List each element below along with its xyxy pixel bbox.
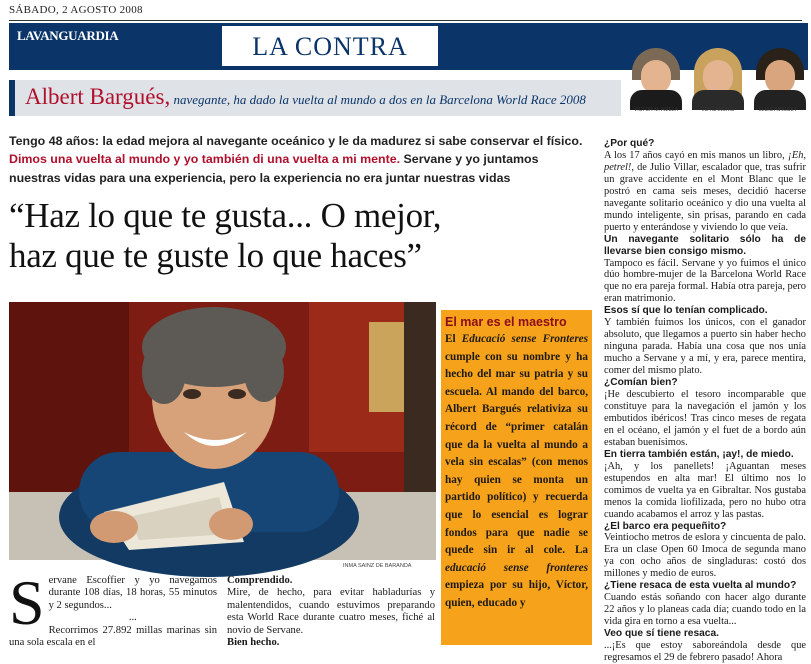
interview-answer: ¡Ah, y los panellets! ¡Aguantan meses estupendos en alta mar! El último nos lo comimos de vuelta ya en Gibraltar. Nos gustaba menos la comida liofilizada, pero no hubo otra cuando acabamos el arroz y las pastas. xyxy=(604,460,806,520)
separator: ... xyxy=(128,612,137,624)
interview-answer: Y también fuimos los únicos, con el ganador absoluto, que llegamos a puerto sin haber hecho ninguna parada. Había una cosa que nos unía mucho a Servane y a mí, y era, parece mentira, comer del mismo plato. xyxy=(604,317,806,377)
headline-line: haz que te guste lo que haces” xyxy=(9,236,422,275)
headline-line: “Haz lo que te gusta... O mejor, xyxy=(9,196,442,235)
interview-question: Esos sí que lo tenían complicado. xyxy=(604,305,768,317)
staff-label: LLUÍS AMIGUET xyxy=(759,107,797,113)
sidebar-emphasis: educació sense fronteres xyxy=(445,561,588,574)
interviewee-name: Albert Bargués, xyxy=(25,84,171,109)
interview-question: ¿El barco era pequeñito? xyxy=(604,520,727,532)
staff-label: VÍCTOR-M. AMELA xyxy=(633,107,679,113)
interview-question: Comprendido. xyxy=(227,575,293,586)
lead-highlight: Dimos una vuelta al mundo y yo también di una vuelta a mi mente. xyxy=(9,152,401,167)
portrait-illustration xyxy=(9,302,436,560)
interview-answer xyxy=(604,150,806,234)
interviewee-description: navegante, ha dado la vuelta al mundo a dos en la Barcelona World Race 2008 xyxy=(170,92,586,107)
lead-text: Servane y yo juntamos nuestras vidas para una experiencia, pero la experiencia no era juntar nuestras vidas xyxy=(9,152,539,185)
article-column-right xyxy=(604,138,806,664)
newspaper-logo: LAVANGUARDIA xyxy=(17,28,119,43)
interview-answer: ¡He descubierto el tesoro incomparable que constituye para la navegación el jamón y los embutidos ibéricos! Tras cinco meses de regata en el océano, el jamón y el fuet de a bordo aún estaban buenísimos. xyxy=(604,389,806,448)
sidebar-text-part: empieza por su hijo, Víctor, quien, educado y xyxy=(445,579,588,609)
drop-cap: S xyxy=(9,567,45,638)
interview-question: Veo que sí tiene resaca. xyxy=(604,628,719,640)
sidebar-text xyxy=(445,331,588,613)
interview-answer: Mire, de hecho, para evitar habladurías y malentendidos, cuando estuvimos preparando esta World Race durante cuatro meses, fiché al novio de Servane. xyxy=(227,587,435,636)
sidebar-emphasis: Educació sense Fronteres xyxy=(461,333,588,345)
answer-text: A los 17 años cayó en mis manos un libro, xyxy=(604,149,788,161)
lead-paragraph xyxy=(9,132,593,187)
photo-credit: INMA SAINZ DE BARANDA xyxy=(343,563,412,569)
article-text: Recorrimos 27.892 millas marinas sin una sola escala en el xyxy=(9,624,217,649)
byline-band xyxy=(9,80,621,116)
sidebar-box xyxy=(441,310,592,645)
staff-portraits xyxy=(628,48,808,118)
article-text: ervane Escoffier y yo navegamos durante 108 días, 18 horas, 55 minutos y 2 segundos... xyxy=(48,575,217,611)
portrait-amiguet xyxy=(752,48,808,106)
interview-question: ¿Tiene resaca de esta vuelta al mundo? xyxy=(604,580,797,592)
interview-answer: Veintiocho metros de eslora y cincuenta de palo. Era un clase Open 60 Imoca de segunda mano ya con ocho años de singladuras: costó dos millones y medio de euros. xyxy=(604,532,806,580)
portrait-sanchis xyxy=(690,48,746,106)
interview-answer: Tampoco es fácil. Servane y yo fuimos el único dúo hombre-mujer de la Barcelona World Race que no era pareja formal. Había otra pareja, pero eran matrimonio. xyxy=(604,257,806,305)
sidebar-title: El mar es el maestro xyxy=(445,315,567,329)
header-rule xyxy=(9,20,802,21)
interview-question: En tierra también están, ¡ay!, de miedo. xyxy=(604,448,794,460)
interview-question: ¿Comían bien? xyxy=(604,377,678,389)
book-title: ¡Eh, petrel! xyxy=(604,149,806,173)
issue-date: SÁBADO, 2 AGOSTO 2008 xyxy=(9,4,143,16)
section-title-box xyxy=(222,26,438,66)
section-title: LA CONTRA xyxy=(252,32,408,61)
interview-question: Bien hecho. xyxy=(227,637,280,649)
sidebar-text-part: El xyxy=(445,333,462,345)
headline xyxy=(9,196,599,276)
sidebar-text-part: cumple con su nombre y ha hecho del mar su patria y su escuela. Al mando del barco, Albert Bargués relativiza su récord de “primer catalán que da la vuelta al mundo a vela sin escalas” (con menos hay quien se monta un partido político) y recuerda que lo esencial es lograr fondos para que nadie se quede sin ir al cole. La xyxy=(445,350,588,557)
article-column-2 xyxy=(227,575,435,649)
interview-question: Un navegante solitario sólo ha de llevarse bien consigo mismo. xyxy=(604,233,806,257)
interview-answer: Cuando estás soñando con hacer algo durante 22 años y lo planeas cada día; cuando todo en la vida gira en torno a esa vuelta... xyxy=(604,592,806,628)
interview-question: ¿Por qué? xyxy=(604,138,655,149)
interview-photo xyxy=(9,302,436,560)
answer-text: , de Julio Villar, escalador que, tras sufrir un grave accidente en el Mont Blanc que le postró en cama seis meses, decidió hacerse navegante solitario oceánico y dio una vuelta al mundo inteligente, sin prisas, parando en cada puerto y enterándose y viviendo lo que veía. xyxy=(604,161,806,233)
portrait-amela xyxy=(628,48,684,106)
lead-text: Tengo 48 años: la edad mejora al navegante oceánico y le da madurez si sabe conservar el físico. xyxy=(9,134,583,148)
interviewee-byline xyxy=(25,84,625,110)
article-column-1 xyxy=(9,567,217,649)
staff-label: IMA SANCHÍS xyxy=(701,107,735,113)
interview-answer: ...¡Es que estoy saboreándola desde que regresamos el 29 de febrero pasado! Ahora xyxy=(604,640,806,663)
